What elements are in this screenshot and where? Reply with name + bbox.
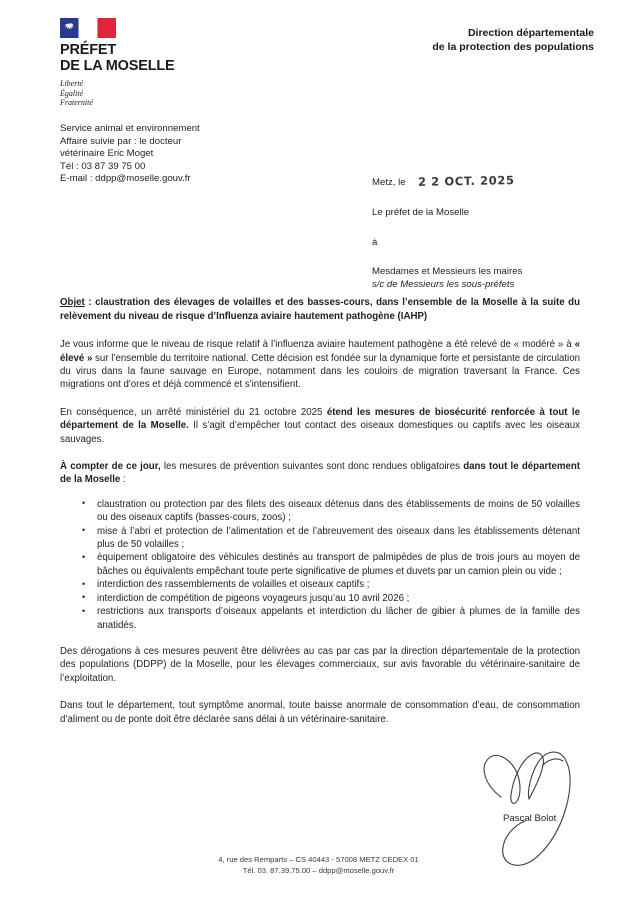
subject-line bbox=[60, 296, 580, 323]
addressee-subprefects: s/c de Messieurs les sous-préfets bbox=[372, 278, 515, 290]
date-stamp: 2 2 OCT. 2025 bbox=[417, 173, 515, 189]
french-republic-flag-marianne-icon bbox=[60, 18, 116, 38]
prefecture-title bbox=[60, 43, 320, 74]
list-item: • mise à l’abri et protection de l’alimentation et de l’abreuvement des oiseaux dans les établissements détenant plus de 50 volailles ; bbox=[60, 525, 580, 552]
motto-fraternite: Fraternité bbox=[60, 98, 93, 108]
dept-line-2: de la protection des populations bbox=[432, 41, 594, 53]
motto-liberte: Liberté bbox=[60, 79, 84, 88]
sender-service: Service animal et environnement bbox=[60, 123, 200, 134]
list-item: • claustration ou protection par des filets des oiseaux détenus dans des établissements de moins de 50 volailles ou des oiseaux captifs (basses-cours, zoos) ; bbox=[60, 498, 580, 525]
p3-part-a: les mesures de prévention suivantes sont donc rendues obligatoires bbox=[160, 461, 464, 473]
subject-text: claustration des élevages de volailles et des basses-cours, dans l’ensemble de la Moselle à la suite du relèvement du niveau de risque d’Influenza aviaire hautement pathogène (IAHP) bbox=[60, 297, 581, 322]
list-item: • interdiction de compétition de pigeons voyageurs jusqu’au 10 avril 2026 ; bbox=[60, 592, 580, 605]
paragraph-measures-intro bbox=[60, 460, 580, 487]
p1-part-a: Je vous informe que le niveau de risque relatif à l’influenza aviaire hautement pathogène a été relevé de « modéré » à bbox=[60, 339, 575, 351]
list-item: • restrictions aux transports d’oiseaux appelants et interdiction du lâcher de gibier à plumes de la famille des anatidés. bbox=[60, 605, 580, 632]
sender-vet-name: vétérinaire Eric Moget bbox=[60, 148, 154, 160]
sender-phone: Tél : 03 87 39 75 00 bbox=[60, 160, 146, 172]
place-label: Metz, le bbox=[372, 177, 406, 188]
addressee-mayors: Mesdames et Messieurs les maires bbox=[372, 266, 523, 278]
p2-part-b: Il s’agit d’empêcher tout contact des oiseaux domestiques ou captifs avec les oiseaux sauvages. bbox=[60, 420, 580, 445]
handwritten-signature-icon bbox=[455, 745, 630, 870]
list-item: • interdiction des rassemblements de volailles et oiseaux captifs ; bbox=[60, 578, 580, 591]
p1-bold-eleve: « élevé » bbox=[60, 339, 580, 364]
republic-motto bbox=[60, 79, 320, 108]
measures-list bbox=[60, 498, 580, 632]
subject-separator: : bbox=[84, 297, 96, 308]
paragraph-ministerial-order bbox=[60, 406, 580, 446]
sender-email: E-mail : ddpp@moselle.gouv.fr bbox=[60, 173, 191, 185]
signatory-name: Pascal Bolot bbox=[503, 813, 557, 824]
footer-contact: Tél. 03. 87.39.75.00 – ddpp@moselle.gouv.fr bbox=[242, 865, 395, 875]
brand-line-2: DE LA MOSELLE bbox=[60, 57, 175, 74]
p3-part-b: : bbox=[120, 474, 126, 486]
dept-line-1: Direction départementale bbox=[467, 27, 594, 39]
document-header bbox=[0, 18, 637, 123]
paragraph-risk-level bbox=[60, 338, 580, 392]
p1-part-b: sur l’ensemble du territoire national. Cette décision est fondée sur la dynamique forte et persistante de circulation du virus dans la faune sauvage en Europe, notamment dans les couloirs de migration traversant la France. Ces migrations ont d'ores et déjà commencé et s'intensifient. bbox=[60, 352, 580, 391]
brand-line-1: PRÉFET bbox=[60, 42, 116, 58]
paragraph-derogations: Des dérogations à ces mesures peuvent être délivrées au cas par cas par la direction départementale de la protection des populations (DDPP) de la Moselle, pour les élevages commerciaux, sur avis favorable du vétérinaire-sanitaire de l’exploitation. bbox=[60, 645, 580, 684]
p3-bold-whole-department: dans tout le département de la Moselle bbox=[60, 461, 580, 486]
prefecture-branding bbox=[60, 18, 320, 108]
sender-contact-block bbox=[60, 123, 200, 186]
place-date-line bbox=[372, 175, 522, 190]
paragraph-reporting-duty: Dans tout le département, tout symptôme anormal, toute baisse anormale de consommation d’eau, de consommation d’aliment ou de ponte doit être déclarée sans délai à un vétérinaire-sanitaire. bbox=[60, 700, 580, 725]
addressed-to-marker: à bbox=[372, 236, 378, 248]
list-item: • équipement obligatoire des véhicules destinés au transport de palmipèdes de plus de trois jours au moyen de bâches ou équivalents empêchant toute perte significative de plumes et duvets par un camion plein ou vide ; bbox=[60, 551, 580, 578]
sender-authority: Le préfet de la Moselle bbox=[372, 207, 470, 218]
motto-egalite: Égalité bbox=[60, 88, 84, 98]
signature-block bbox=[455, 745, 630, 870]
document-footer bbox=[0, 855, 637, 876]
document-body bbox=[60, 296, 580, 740]
recipient-block bbox=[372, 175, 522, 291]
p2-bold-biosecurity: étend les mesures de biosécurité renforcée à tout le département de la Moselle. bbox=[60, 406, 580, 432]
footer-address: 4, rue des Remparts – CS 40443 - 57008 METZ CEDEX 01 bbox=[218, 855, 419, 864]
sender-affair: Affaire suivie par : le docteur bbox=[60, 135, 182, 147]
department-direction-title bbox=[432, 26, 594, 54]
p2-part-a: En conséquence, un arrêté ministériel du 21 octobre 2025 bbox=[60, 406, 327, 418]
subject-label: Objet bbox=[60, 297, 85, 308]
p3-bold-from-today: À compter de ce jour, bbox=[60, 461, 161, 473]
